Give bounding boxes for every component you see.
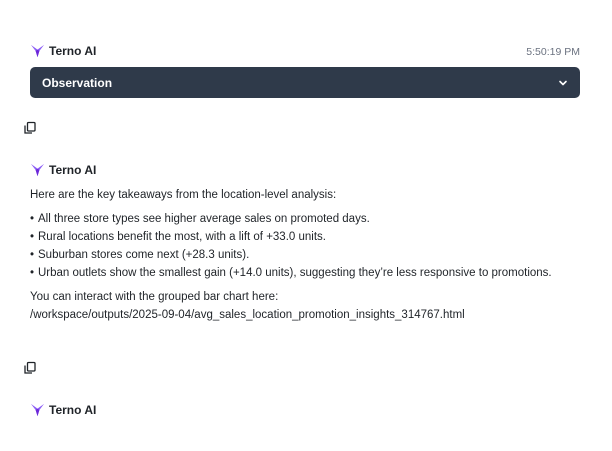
- message-body: [30, 186, 570, 324]
- list-item: • Suburban stores come next (+28.3 units).: [30, 246, 570, 264]
- message-header: [30, 43, 96, 58]
- message-timestamp: 5:50:19 PM: [526, 46, 580, 58]
- terno-logo-icon: [30, 402, 45, 417]
- copy-icon[interactable]: [23, 121, 37, 135]
- message-header: [30, 162, 96, 177]
- intro-text: Here are the key takeaways from the location-level analysis:: [30, 189, 337, 201]
- link-intro: You can interact with the grouped bar chart here:: [30, 291, 279, 303]
- author-name: Terno AI: [49, 402, 97, 417]
- copy-icon[interactable]: [23, 361, 37, 375]
- observation-label: Observation: [42, 75, 113, 90]
- terno-logo-icon: [30, 162, 45, 177]
- list-item: • Urban outlets show the smallest gain (+14.0 units), suggesting they’re less responsive to promotions.: [30, 264, 570, 282]
- list-item: • All three store types see higher average sales on promoted days.: [30, 210, 570, 228]
- message-header: [30, 402, 96, 417]
- list-item: • Rural locations benefit the most, with a lift of +33.0 units.: [30, 228, 570, 246]
- output-link[interactable]: /workspace/outputs/2025-09-04/avg_sales_location_promotion_insights_314767.html: [30, 309, 465, 321]
- terno-logo-icon: [30, 43, 45, 58]
- observation-toggle[interactable]: [30, 67, 580, 98]
- author-name: Terno AI: [49, 43, 97, 58]
- takeaways-list: [30, 210, 570, 282]
- author-name: Terno AI: [49, 162, 97, 177]
- chevron-down-icon: [558, 78, 568, 88]
